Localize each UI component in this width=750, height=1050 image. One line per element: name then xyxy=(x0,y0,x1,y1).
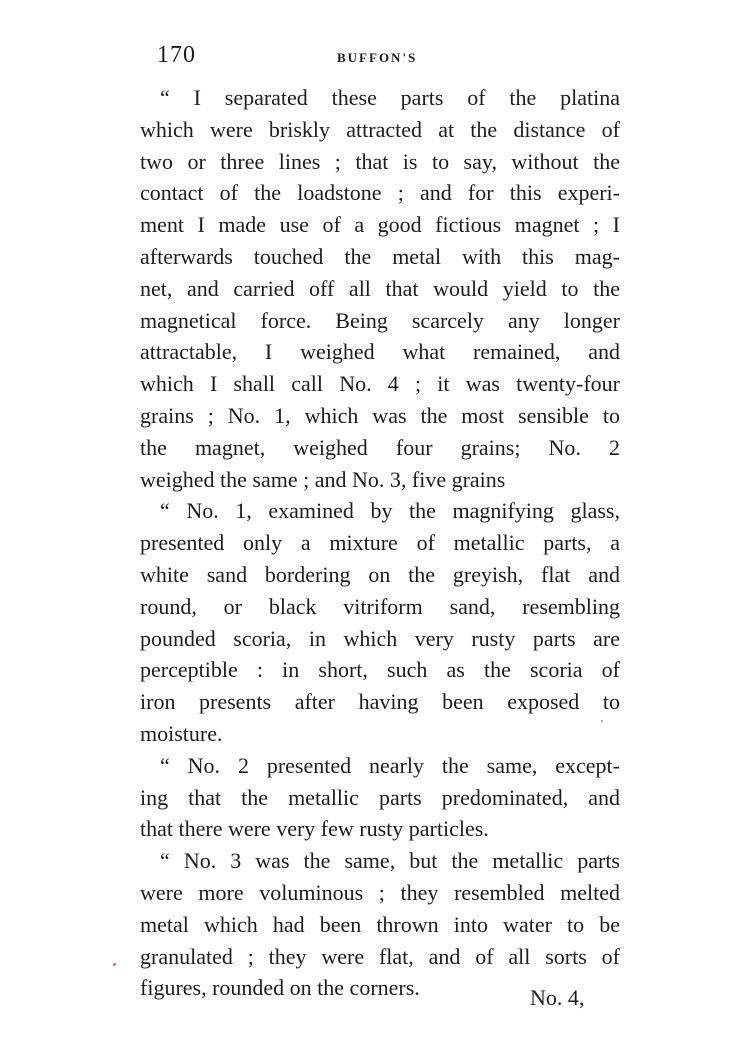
paragraph xyxy=(140,750,620,845)
text-line: perceptible : in short, such as the scoria of xyxy=(140,657,620,683)
page-header xyxy=(157,42,617,72)
text-line: which I shall call No. 4 ; it was twenty-four xyxy=(140,371,620,397)
text-line: ing that the metallic parts predominated, and xyxy=(140,784,620,810)
body-text xyxy=(140,82,620,1004)
text-line: round, or black vitriform sand, resembling xyxy=(140,593,620,619)
text-line: afterwards touched the metal with this mag- xyxy=(140,243,620,269)
text-line: “ No. 3 was the same, but the metallic parts xyxy=(160,848,620,874)
text-line: “ No. 1, examined by the magnifying glass, xyxy=(160,498,620,524)
text-line: net, and carried off all that would yield to the xyxy=(140,275,620,301)
ink-speck xyxy=(113,963,116,966)
catchword: No. 4, xyxy=(530,985,585,1010)
text-line: “ No. 2 presented nearly the same, except- xyxy=(160,752,620,778)
text-line: weighed the same ; and No. 3, five grains xyxy=(140,466,506,492)
text-line: were more voluminous ; they resembled melted xyxy=(140,879,620,905)
text-line: two or three lines ; that is to say, without the xyxy=(140,148,620,174)
text-line: white sand bordering on the greyish, flat and xyxy=(140,561,620,587)
text-line: ment I made use of a good fictious magnet ; I xyxy=(140,212,620,238)
text-line: grains ; No. 1, which was the most sensible to xyxy=(140,402,620,428)
running-head: BUFFON'S xyxy=(337,50,418,65)
paragraph xyxy=(140,495,620,749)
text-line: granulated ; they were flat, and of all sorts of xyxy=(140,943,620,969)
paragraph xyxy=(140,82,620,495)
text-line: “ I separated these parts of the platina xyxy=(160,85,620,110)
text-line: attractable, I weighed what remained, and xyxy=(140,339,620,365)
text-line: which were briskly attracted at the distance of xyxy=(140,116,620,142)
text-line: moisture. xyxy=(140,720,223,746)
ink-speck xyxy=(601,720,603,722)
page-number: 170 xyxy=(157,42,196,68)
text-line: magnetical force. Being scarcely any longer xyxy=(140,307,620,333)
text-line: figures, rounded on the corners. xyxy=(140,975,420,1001)
text-line: iron presents after having been exposed to xyxy=(140,689,620,715)
text-line: the magnet, weighed four grains; No. 2 xyxy=(140,434,620,460)
paragraph xyxy=(140,845,620,1004)
text-line: that there were very few rusty particles. xyxy=(140,816,489,842)
text-line: metal which had been thrown into water to be xyxy=(140,911,620,937)
text-line: presented only a mixture of metallic parts, a xyxy=(140,530,620,556)
text-line: contact of the loadstone ; and for this experi- xyxy=(140,180,620,206)
text-line: pounded scoria, in which very rusty parts are xyxy=(140,625,620,651)
